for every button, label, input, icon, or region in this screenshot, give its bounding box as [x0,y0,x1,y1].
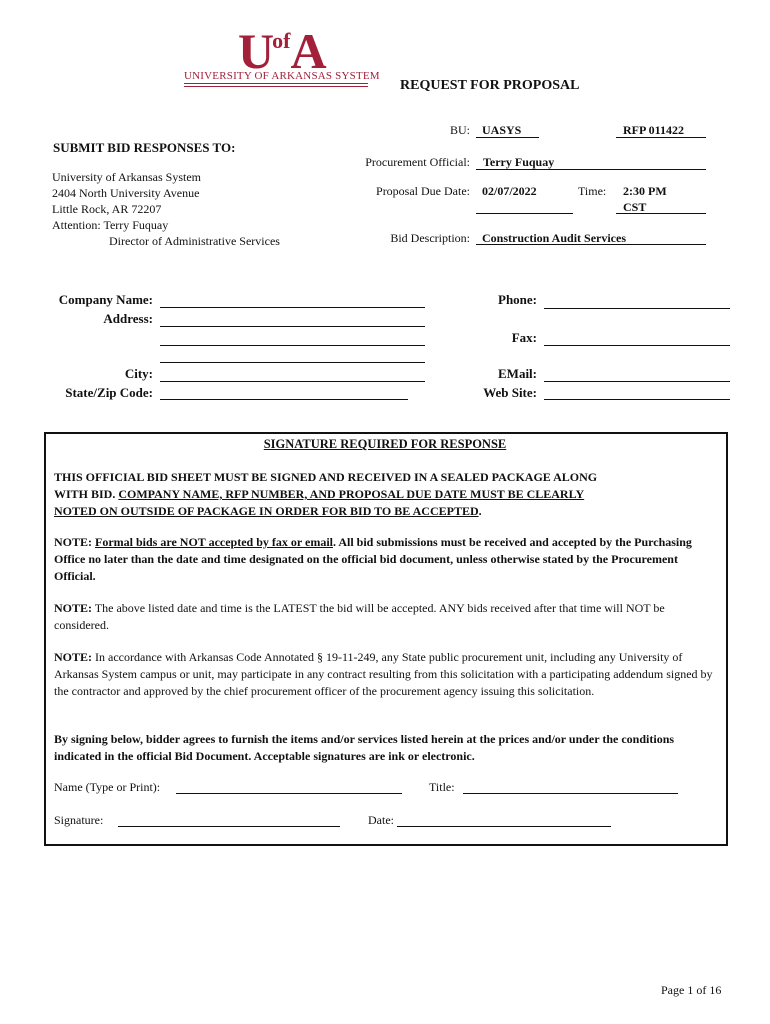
name-label: Name (Type or Print): [54,780,161,794]
website-label: Web Site: [483,385,537,400]
page-title: REQUEST FOR PROPOSAL [400,78,580,93]
note-latest-date: NOTE: The above listed date and time is the LATEST the bid will be accepted. ANY bids received after that time will NOT be considered. [54,601,665,632]
website-field[interactable] [544,399,730,400]
university-logo: $U^{of}A$ [238,23,325,79]
submit-heading: SUBMIT BID RESPONSES TO: [53,140,236,155]
city-field[interactable] [160,381,425,382]
address-field-2[interactable] [160,345,425,346]
signature-field[interactable] [118,826,340,827]
agreement-text: By signing below, bidder agrees to furnish the items and/or services listed herein at the prices and/or under the conditions indicated in the official Bid Document. Acceptable signatures are ink or electronic. [54,732,675,763]
note-formal-bids: NOTE: Formal bids are NOT accepted by fax or email. All bid submissions must be received and accepted by the Purchasing Office no later than the date and time designated on the official bid document, unless otherwise stated by the Procurement Official. [54,535,692,583]
city-label: City: [124,366,153,381]
signature-label: Signature: [54,813,104,827]
date-field[interactable] [397,826,611,827]
company-name-field[interactable] [160,307,425,308]
bu-label: BU: [449,123,470,137]
bu-value: UASYS [482,123,522,137]
fax-label: Fax: [511,330,537,345]
official-label: Procurement Official: [365,155,470,169]
title-label: Title: [429,780,455,794]
address-field-1[interactable] [160,326,425,327]
company-name-label: Company Name: [58,292,153,307]
logo-rule [184,83,368,84]
title-field[interactable] [463,793,678,794]
phone-label: Phone: [498,292,537,307]
due-date-value: 02/07/2022 [482,184,537,198]
time-zone: CST [623,200,647,214]
state-zip-label: State/Zip Code: [65,385,153,400]
fax-field[interactable] [544,345,730,346]
time-label: Time: [578,184,607,198]
signature-heading: SIGNATURE REQUIRED FOR RESPONSE [263,437,507,451]
official-value: Terry Fuquay [483,155,555,169]
page-number: Page 1 of 16 [661,983,722,997]
logo-rule-2 [184,86,368,87]
note-arkansas-code: NOTE: In accordance with Arkansas Code Annotated § 19-11-249, any State public procurement unit, including any University of Arkansas System campus or unit, may participate in any contract resulting from this solicitation with a participating addendum signed by the contractor and approved by the chief procurement officer of the procurement agency issuing this solicitation. [54,650,713,698]
due-date-label: Proposal Due Date: [376,184,470,198]
bid-description-label: Bid Description: [390,231,470,245]
date-label: Date: [368,813,394,827]
time-value: 2:30 PM [623,184,667,198]
email-field[interactable] [544,381,730,382]
bid-description-value: Construction Audit Services [482,231,626,245]
phone-field[interactable] [544,308,730,309]
logo-system-name: UNIVERSITY OF ARKANSAS SYSTEM [184,70,380,82]
address-field-3[interactable] [160,362,425,363]
email-label: EMail: [498,366,537,381]
submit-address: University of Arkansas System 2404 North University Avenue Little Rock, AR 72207 Attention: Terry Fuquay Director of Administrative Services [52,170,280,248]
official-bid-notice: THIS OFFICIAL BID SHEET MUST BE SIGNED AND RECEIVED IN A SEALED PACKAGE ALONG WITH BID. COMPANY NAME, RFP NUMBER, AND PROPOSAL DUE DATE MUST BE CLEARLY NOTED ON OUTSIDE OF PACKAGE IN ORDER FOR BID TO BE ACCEPTED. [54,470,598,518]
rfp-number: RFP 011422 [623,123,685,137]
state-zip-field[interactable] [160,399,408,400]
address-label: Address: [103,311,153,326]
name-field[interactable] [176,793,402,794]
